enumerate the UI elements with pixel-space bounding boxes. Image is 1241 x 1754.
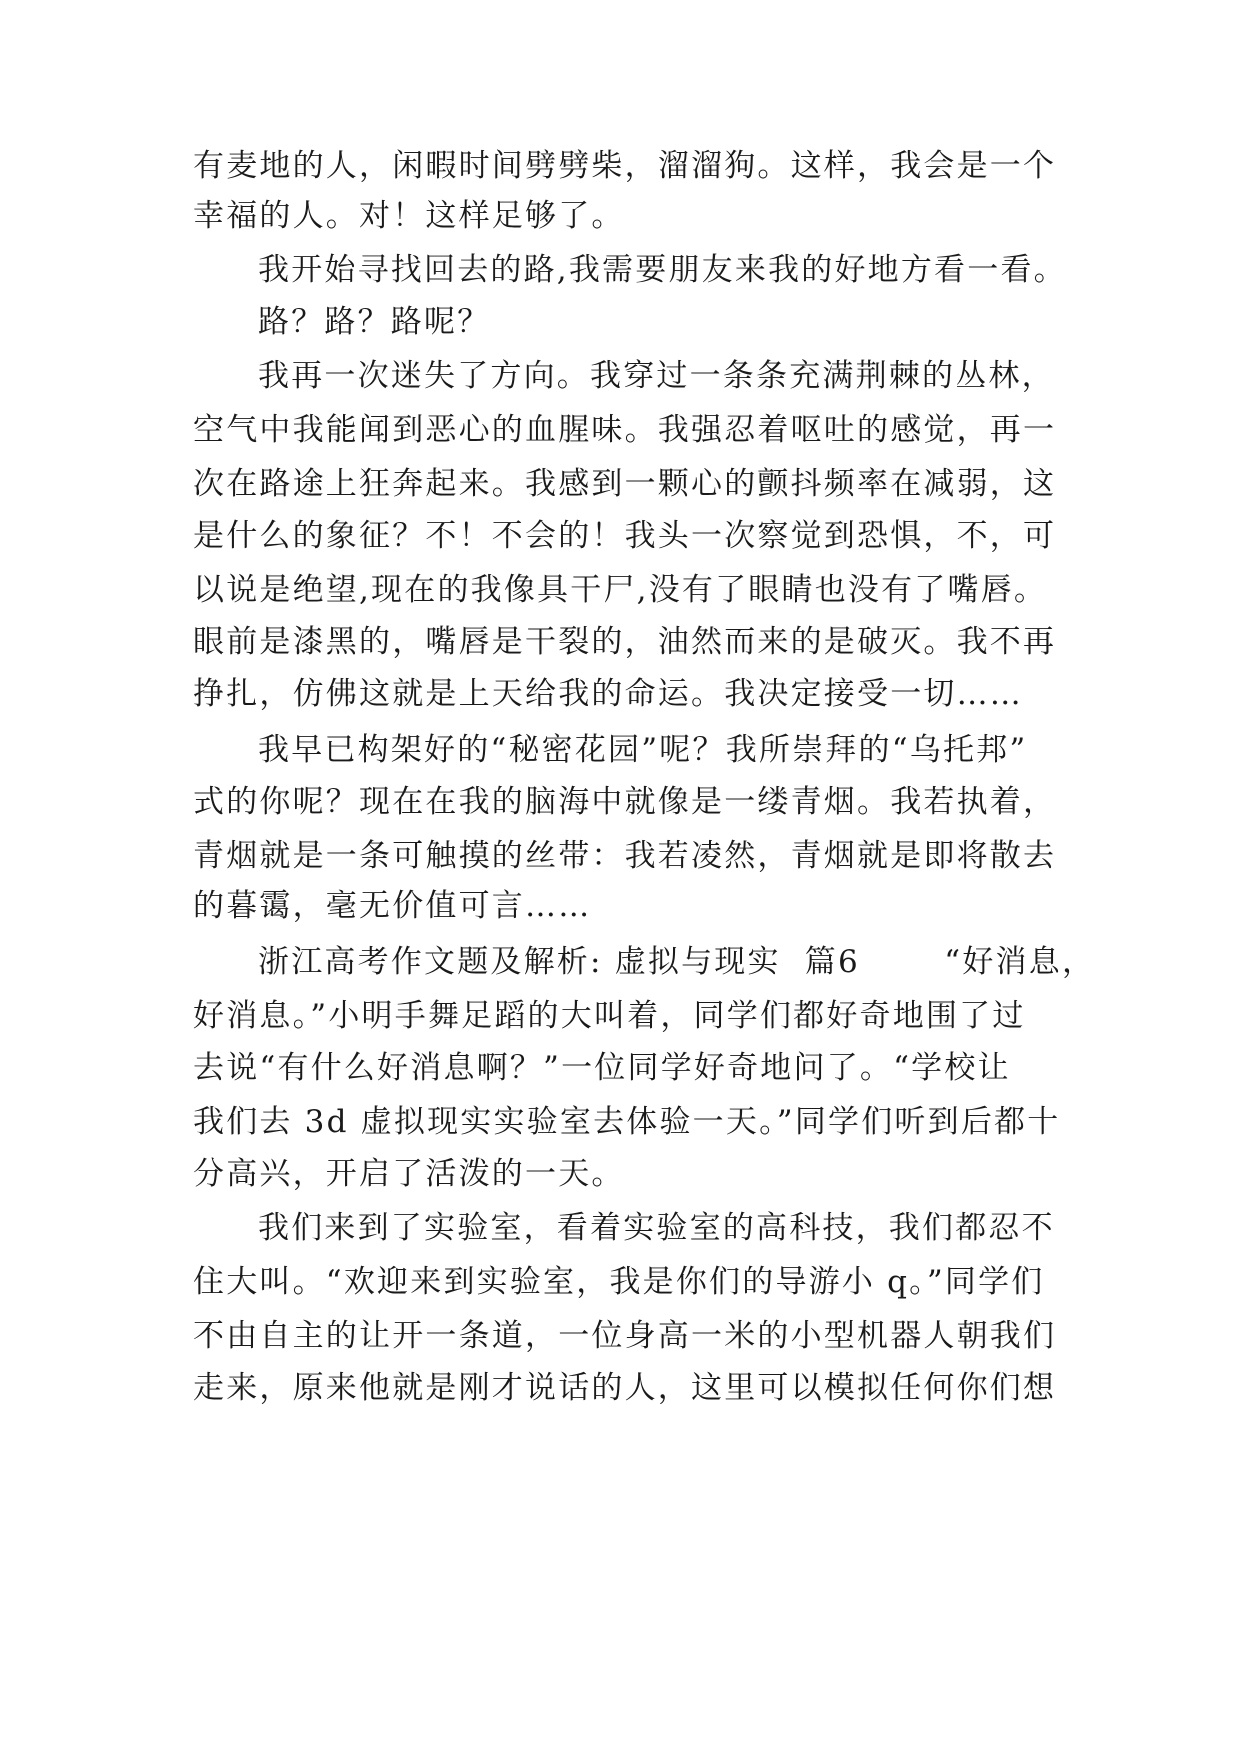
text-line: 式的你呢？现在在我的脑海中就像是一缕青烟。我若执着， (193, 784, 1057, 820)
paragraph-first-line: 我们来到了实验室，看着实验室的高科技，我们都忍不 (258, 1210, 1055, 1246)
text-line: 去说“有什么好消息啊？”一位同学好奇地问了。“学校让 (193, 1050, 1011, 1086)
text-line: 的暮霭，毫无价值可言…… (193, 888, 592, 924)
paragraph-first-line: 我早已构架好的“秘密花园”呢？我所崇拜的“乌托邦” (258, 732, 1028, 768)
section-heading-line: 浙江高考作文题及解析: 虚拟与现实 篇6 “好消息， (258, 944, 1096, 980)
text-line: 以说是绝望,现在的我像具干尸,没有了眼睛也没有了嘴唇。 (193, 572, 1048, 608)
text-line: 空气中我能闻到恶心的血腥味。我强忍着呕吐的感觉，再一 (193, 412, 1057, 448)
text-line: 眼前是漆黑的，嘴唇是干裂的，油然而来的是破灭。我不再 (193, 624, 1057, 660)
text-line: 次在路途上狂奔起来。我感到一颗心的颤抖频率在减弱，这 (193, 466, 1057, 502)
text-line: 分高兴，开启了活泼的一天。 (193, 1156, 625, 1192)
text-line: 不由自主的让开一条道，一位身高一米的小型机器人朝我们 (193, 1318, 1057, 1354)
text-line: 青烟就是一条可触摸的丝带：我若凌然，青烟就是即将散去 (193, 838, 1057, 874)
paragraph-first-line: 路？路？路呢？ (258, 304, 491, 340)
paragraph-first-line: 我开始寻找回去的路,我需要朋友来我的好地方看一看。 (258, 252, 1067, 288)
text-line: 是什么的象征？不！不会的！我头一次察觉到恐惧，不，可 (193, 518, 1057, 554)
text-line: 住大叫。“欢迎来到实验室，我是你们的导游小 q。”同学们 (193, 1264, 1045, 1300)
text-line: 有麦地的人，闲暇时间劈劈柴，溜溜狗。这样，我会是一个 (193, 148, 1057, 184)
text-line: 我们去 3d 虚拟现实实验室去体验一天。”同学们听到后都十 (193, 1104, 1061, 1140)
paragraph-first-line: 我再一次迷失了方向。我穿过一条条充满荆棘的丛林， (258, 358, 1055, 394)
text-line: 走来，原来他就是刚才说话的人，这里可以模拟任何你们想 (193, 1370, 1057, 1406)
text-line: 挣扎，仿佛这就是上天给我的命运。我决定接受一切…… (193, 676, 1023, 712)
text-line: 幸福的人。对！这样足够了。 (193, 198, 625, 234)
text-line: 好消息。”小明手舞足蹈的大叫着，同学们都好奇地围了过 (193, 998, 1026, 1034)
